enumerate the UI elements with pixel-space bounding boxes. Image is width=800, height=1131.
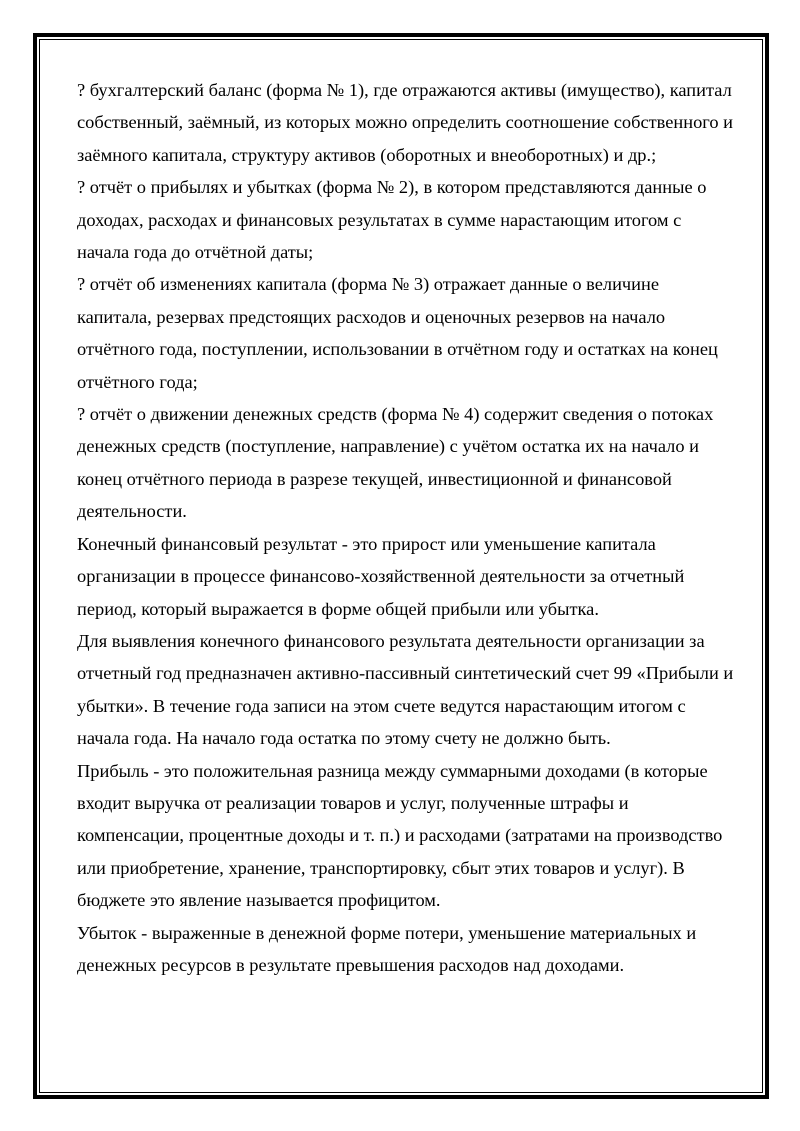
paragraph-capital-changes: ? отчёт об изменениях капитала (форма № 3) отражает данные о величине капитала, резервах предстоящих расходов и оценочных резервов на начало отчётного года, поступлении, использовании в отчётном году и остатках на конец отчётного года; [77,274,718,392]
paragraph-income-statement: ? отчёт о прибылях и убытках (форма № 2), в котором представляются данные о доходах, расходах и финансовых результатах в сумме нарастающим итогом с начала года до отчётной даты; [77,177,707,263]
paragraph-account-99: Для выявления конечного финансового результата деятельности организации за отчетный год предназначен активно-пассивный синтетический счет 99 «Прибыли и убытки». В течение года записи на этом счете ведутся нарастающим итогом с начала года. На начало года остатка по этому счету не должно быть. [77,630,734,749]
paragraph-balance-sheet: ? бухгалтерский баланс (форма № 1), где отражаются активы (имущество), капитал собственный, заёмный, из которых можно определить соотношение собственного и заёмного капитала, структуру активов (оборотных и внеоборотных) и др.; [77,80,734,165]
page-border [33,33,769,1099]
paragraph-profit: Прибыль - это положительная разница между суммарными доходами (в которые входит выручка от реализации товаров и услуг, полученные штрафы и компенсации, процентные доходы и т. п.) и расходами (затратами на производство или приобретение, хранение, транспортировку, сбыт этих товаров и услуг). В бюджете это явление называется профицитом. [77,760,723,911]
paragraph-final-result: Конечный финансовый результат - это прирост или уменьшение капитала организации в процессе финансово-хозяйственной деятельности за отчетный период, который выражается в форме общей прибыли или убытка. [77,533,685,619]
paragraph-loss: Убыток - выраженные в денежной форме потери, уменьшение материальных и денежных ресурсов в результате превышения расходов над доходами. [77,922,697,975]
paragraph-cash-flow: ? отчёт о движении денежных средств (форма № 4) содержит сведения о потоках денежных средств (поступление, направление) с учётом остатка их на начало и конец отчётного периода в разрезе текущей, инвестиционной и финансовой деятельности. [77,404,714,522]
document-text [77,74,737,981]
